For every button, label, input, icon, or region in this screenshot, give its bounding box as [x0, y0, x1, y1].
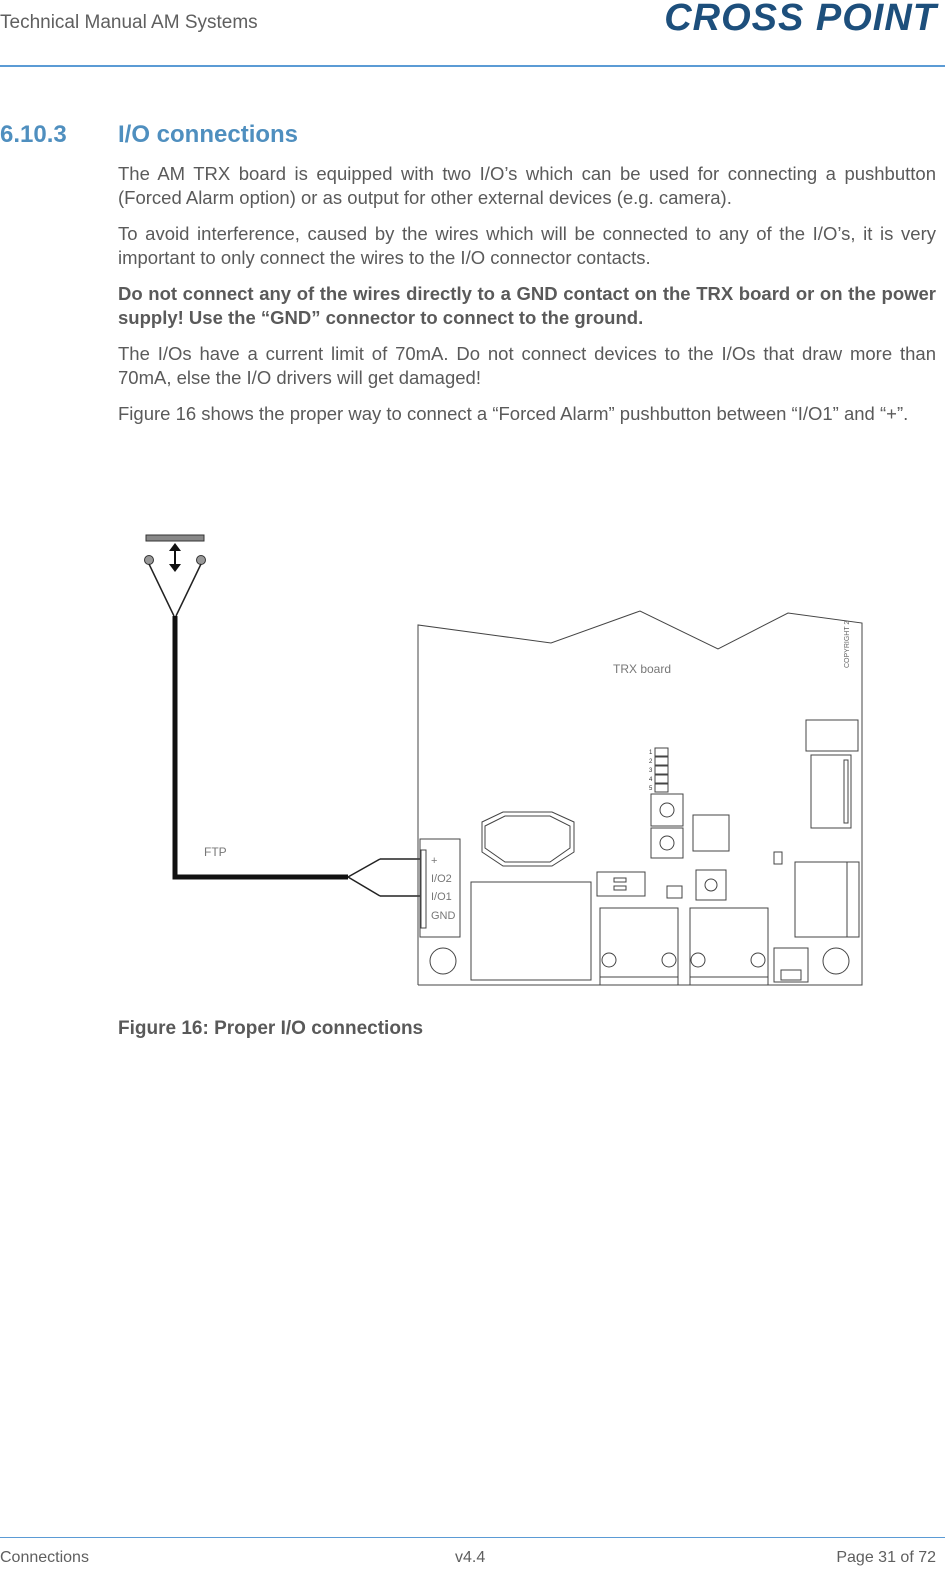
paragraph: The I/Os have a current limit of 70mA. Do not connect devices to the I/Os that draw more than 70mA, else the I/O drivers will get damaged!: [118, 343, 936, 388]
section-number: 6.10.3: [0, 121, 67, 148]
connector-plus-label: +: [431, 855, 438, 867]
warning-paragraph: Do not connect any of the wires directly to a GND contact on the TRX board or on the power supply! Use the “GND” connector to connect to the ground.: [118, 283, 936, 328]
dip-label: 4: [649, 777, 653, 783]
footer-section: Connections: [0, 1549, 89, 1566]
ic-chip: [693, 815, 729, 851]
pushbutton-icon: [145, 535, 206, 616]
smd-part: [667, 886, 682, 898]
dip-1: [655, 748, 668, 756]
dip-4: [655, 775, 668, 783]
rj45-port-2: [690, 908, 768, 985]
footer-page-number: Page 31 of 72: [836, 1549, 936, 1566]
terminal-block: [811, 755, 851, 828]
mount-hole-right: [823, 948, 849, 974]
transformer-block: [471, 882, 591, 980]
footer-rule: [0, 1537, 945, 1538]
button-2: [651, 828, 683, 858]
mount-hole-left: [430, 948, 456, 974]
rj45-port-1: [600, 908, 678, 985]
dip-label: 1: [649, 750, 653, 756]
connector-io1-label: I/O1: [431, 891, 452, 903]
connector-io2-label: I/O2: [431, 873, 452, 885]
button-1: [651, 794, 683, 826]
paragraph: To avoid interference, caused by the wires which will be connected to any of the I/O’s, it is very important to only connect the wires to the I/O connector contacts.: [118, 223, 936, 268]
copyright-label: COPYRIGHT 2: [844, 620, 851, 668]
paragraph: The AM TRX board is equipped with two I/O’s which can be used for connecting a pushbutton (Forced Alarm option) or as output for other external devices (e.g. camera).: [118, 163, 936, 208]
io-connector: [420, 839, 460, 937]
footer-version: v4.4: [455, 1549, 486, 1566]
power-connector: [795, 862, 859, 937]
small-connector: [774, 948, 808, 982]
battery-holder-inner: [485, 816, 570, 862]
figure-caption: Figure 16: Proper I/O connections: [118, 1018, 424, 1039]
jumper-block: [597, 872, 645, 896]
dip-5: [655, 784, 668, 792]
dip-2: [655, 757, 668, 765]
dip-label: 3: [649, 768, 653, 774]
io-connection-diagram: [118, 520, 868, 1000]
dip-label: 5: [649, 786, 653, 792]
paragraph: Figure 16 shows the proper way to connect a “Forced Alarm” pushbutton between “I/O1” and “+”.: [118, 403, 909, 424]
dip-3: [655, 766, 668, 774]
dip-label: 2: [649, 759, 653, 765]
header-rule: [0, 65, 945, 67]
led: [774, 852, 782, 864]
cross-point-logo: [599, 0, 939, 38]
document-title: Technical Manual AM Systems: [0, 12, 258, 33]
reset-button: [696, 870, 726, 900]
body-text: [118, 162, 936, 438]
board-label: TRX board: [613, 662, 672, 676]
section-title: I/O connections: [118, 121, 299, 148]
connector-gnd-label: GND: [431, 910, 456, 922]
board-components: [430, 720, 859, 985]
cable-label: FTP: [204, 845, 227, 859]
logo-text: CROSS POINT: [664, 0, 937, 38]
header-connector: [806, 720, 858, 751]
dip-switch-labels: [649, 750, 653, 792]
